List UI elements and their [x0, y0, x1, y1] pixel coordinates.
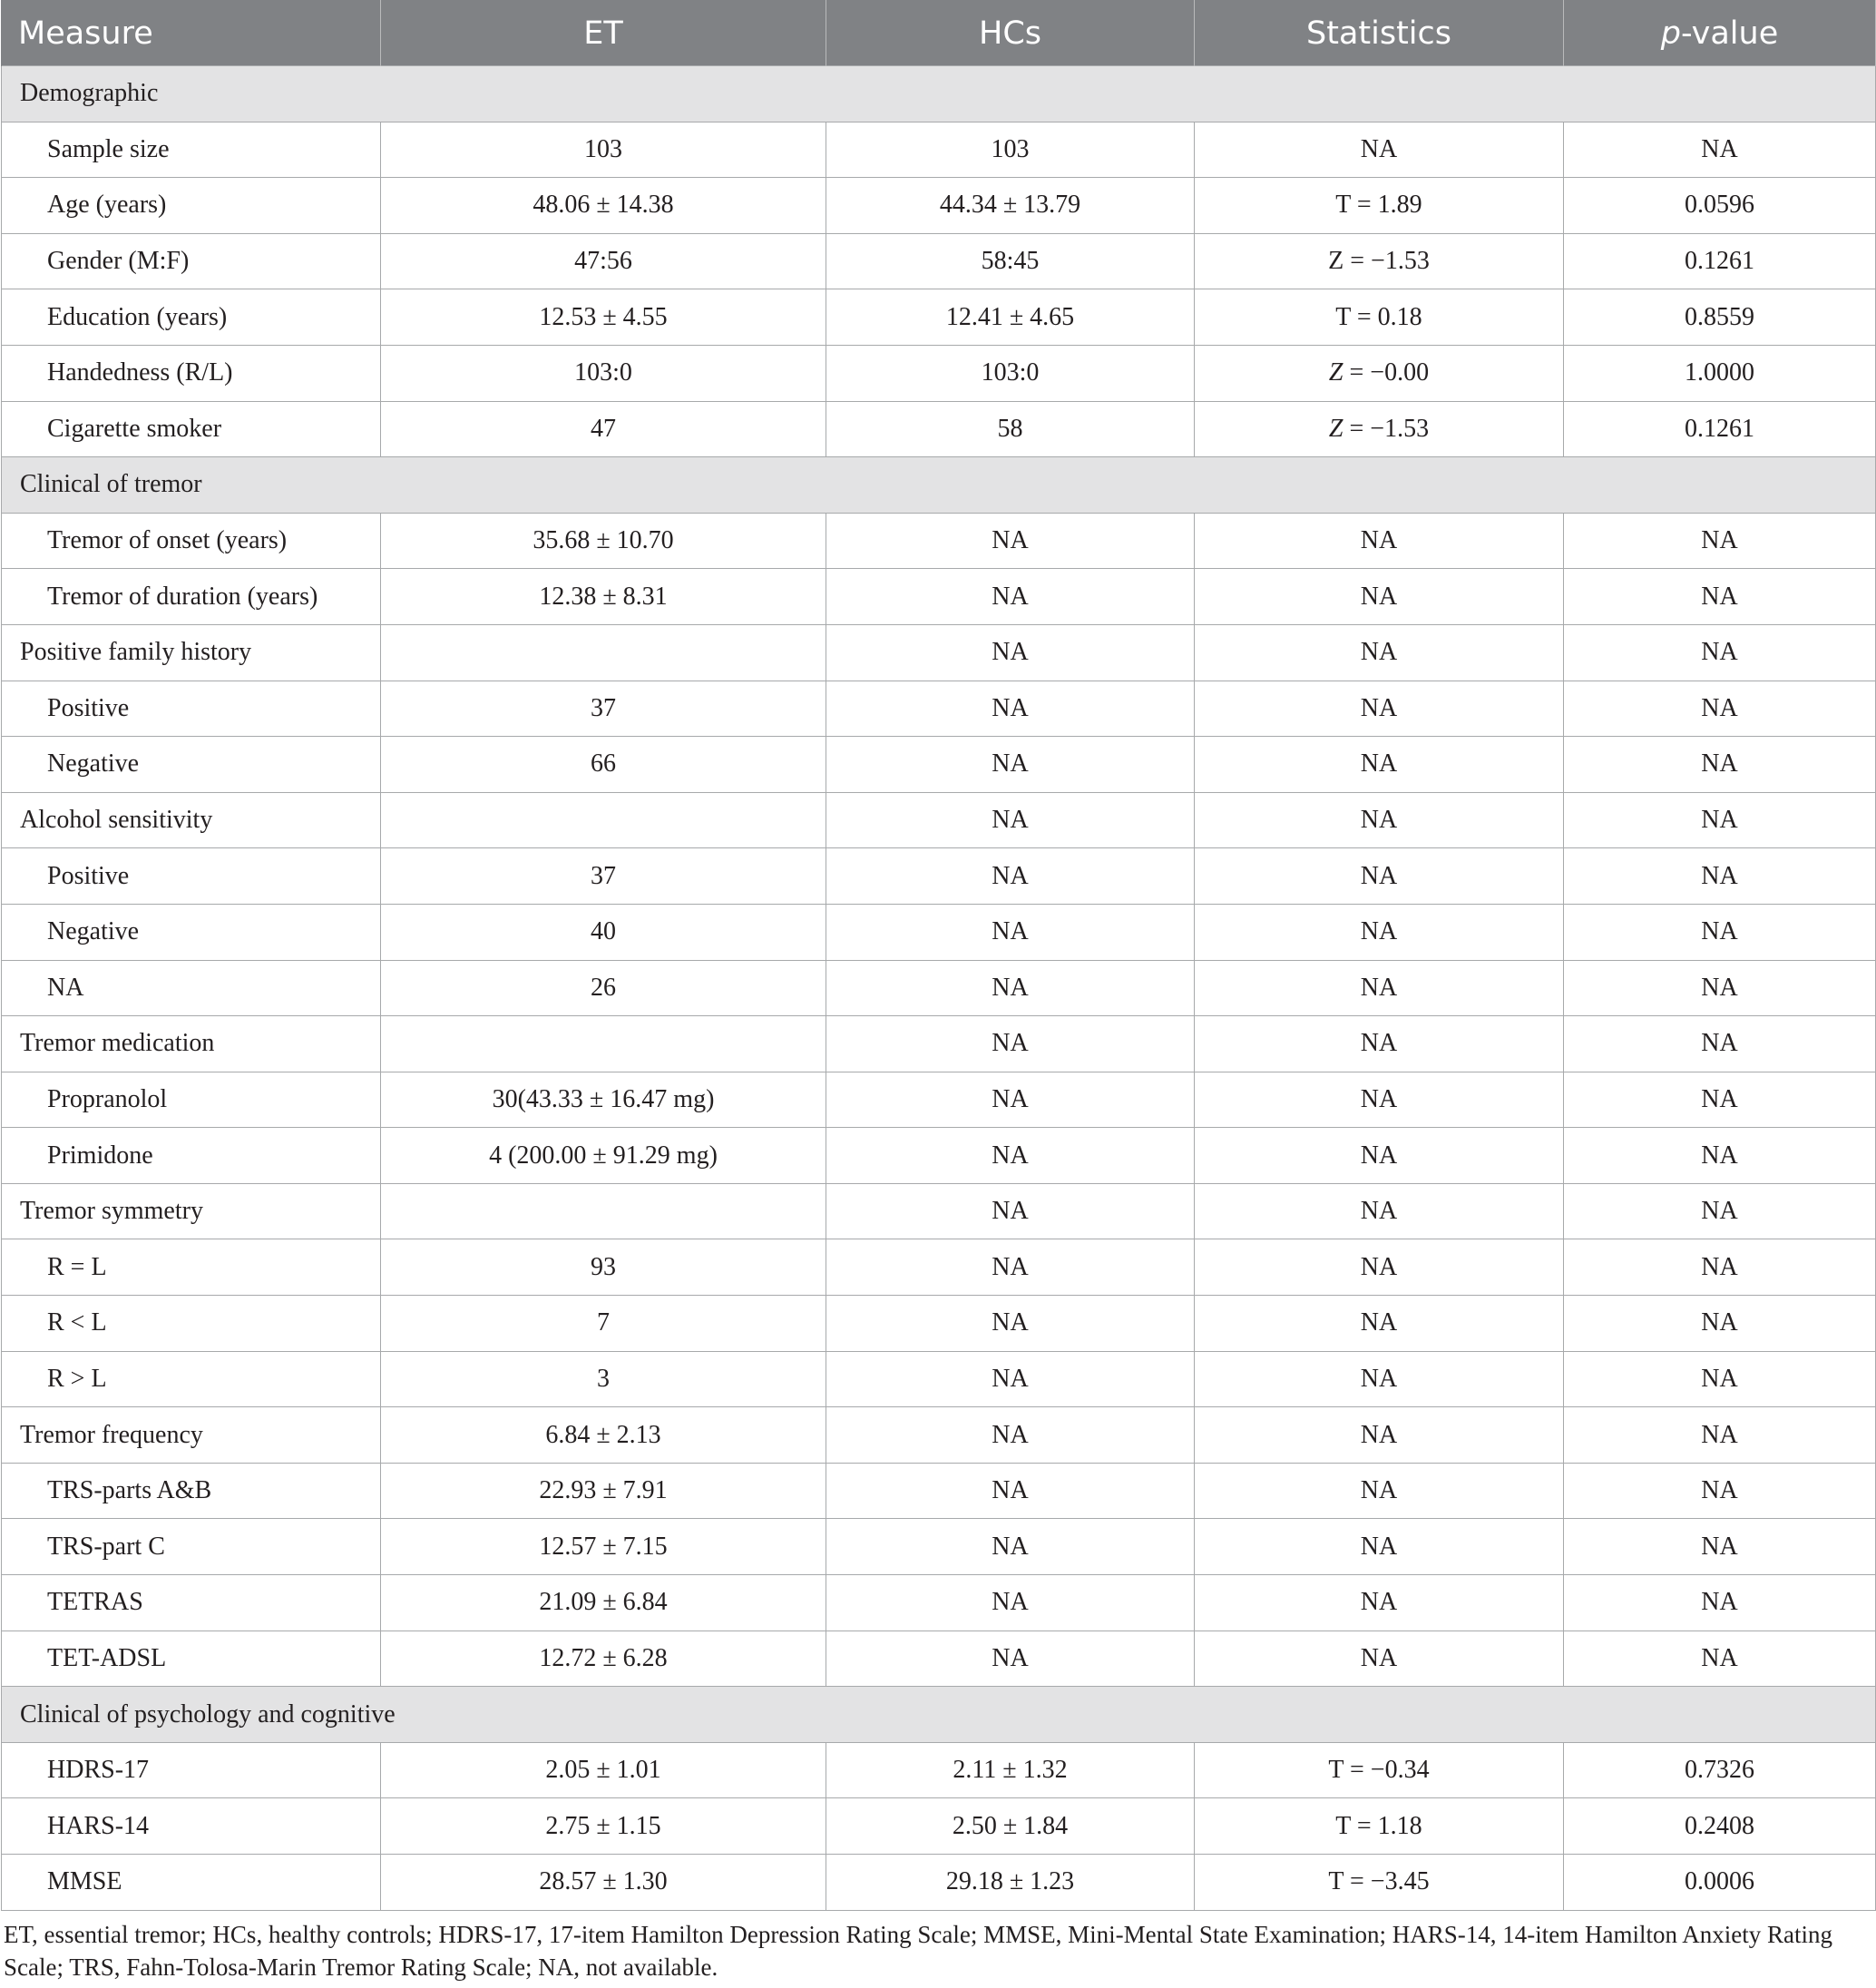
- statistics-cell: NA: [1195, 624, 1564, 681]
- hcs-cell: NA: [826, 1183, 1195, 1239]
- p-value-cell: NA: [1564, 904, 1876, 960]
- statistics-cell: T = −0.34: [1195, 1742, 1564, 1798]
- et-cell: 28.57 ± 1.30: [381, 1855, 826, 1911]
- statistics-cell: NA: [1195, 792, 1564, 848]
- table-row: [2, 1016, 1876, 1072]
- table-row: [2, 1351, 1876, 1407]
- p-value-cell: 0.8559: [1564, 289, 1876, 346]
- hcs-cell: NA: [826, 624, 1195, 681]
- et-cell: 26: [381, 960, 826, 1016]
- p-value-cell: NA: [1564, 1183, 1876, 1239]
- hcs-cell: NA: [826, 1239, 1195, 1296]
- measure-cell: Sample size: [2, 122, 381, 178]
- p-value-cell: NA: [1564, 569, 1876, 625]
- measure-cell: Negative: [2, 737, 381, 793]
- section-row: [2, 1687, 1876, 1743]
- et-cell: 3: [381, 1351, 826, 1407]
- p-value-cell: NA: [1564, 513, 1876, 569]
- table-row: [2, 178, 1876, 234]
- measure-cell: Tremor medication: [2, 1016, 381, 1072]
- statistics-cell: NA: [1195, 1072, 1564, 1128]
- measure-cell: Handedness (R/L): [2, 345, 381, 401]
- hcs-cell: 2.11 ± 1.32: [826, 1742, 1195, 1798]
- et-cell: 2.05 ± 1.01: [381, 1742, 826, 1798]
- p-value-cell: NA: [1564, 1519, 1876, 1575]
- table-row: [2, 681, 1876, 737]
- p-value-cell: NA: [1564, 1463, 1876, 1519]
- p-value-cell: NA: [1564, 1239, 1876, 1296]
- hcs-cell: NA: [826, 792, 1195, 848]
- stat-value: = −1.53: [1343, 414, 1430, 443]
- statistics-cell: NA: [1195, 1296, 1564, 1352]
- et-cell: [381, 1016, 826, 1072]
- et-cell: 6.84 ± 2.13: [381, 1407, 826, 1464]
- hcs-cell: NA: [826, 904, 1195, 960]
- p-value-cell: NA: [1564, 1072, 1876, 1128]
- p-value-cell: 0.0596: [1564, 178, 1876, 234]
- header-p-value: [1564, 1, 1876, 66]
- measure-cell: R < L: [2, 1296, 381, 1352]
- p-value-cell: 0.7326: [1564, 1742, 1876, 1798]
- statistics-cell: NA: [1195, 1407, 1564, 1464]
- measure-cell: Positive: [2, 681, 381, 737]
- measure-cell: Positive family history: [2, 624, 381, 681]
- measure-cell: Tremor symmetry: [2, 1183, 381, 1239]
- statistics-cell: NA: [1195, 960, 1564, 1016]
- data-table: [1, 0, 1876, 1911]
- statistics-cell: NA: [1195, 1575, 1564, 1631]
- measure-cell: HARS-14: [2, 1798, 381, 1855]
- table-row: [2, 1575, 1876, 1631]
- p-value-cell: NA: [1564, 681, 1876, 737]
- p-value-cell: NA: [1564, 1016, 1876, 1072]
- p-value-cell: 0.0006: [1564, 1855, 1876, 1911]
- table-row: [2, 1463, 1876, 1519]
- hcs-cell: NA: [826, 513, 1195, 569]
- statistics-cell: T = −3.45: [1195, 1855, 1564, 1911]
- statistics-cell: NA: [1195, 848, 1564, 905]
- hcs-cell: 58:45: [826, 233, 1195, 289]
- et-cell: 2.75 ± 1.15: [381, 1798, 826, 1855]
- et-cell: [381, 624, 826, 681]
- table-row: [2, 1183, 1876, 1239]
- et-cell: 12.72 ± 6.28: [381, 1631, 826, 1687]
- section-label: Demographic: [2, 66, 1876, 122]
- measure-cell: TRS-part C: [2, 1519, 381, 1575]
- header-row: [2, 1, 1876, 66]
- table-row: [2, 1519, 1876, 1575]
- hcs-cell: 2.50 ± 1.84: [826, 1798, 1195, 1855]
- statistics-cell: Z = −1.53: [1195, 233, 1564, 289]
- table-row: [2, 569, 1876, 625]
- measure-cell: MMSE: [2, 1855, 381, 1911]
- measure-cell: Positive: [2, 848, 381, 905]
- header-measure: Measure: [2, 1, 381, 66]
- hcs-cell: NA: [826, 1016, 1195, 1072]
- measure-cell: Tremor frequency: [2, 1407, 381, 1464]
- section-row: [2, 457, 1876, 514]
- header-p-rest: -value: [1680, 15, 1779, 52]
- p-value-cell: 0.2408: [1564, 1798, 1876, 1855]
- statistics-cell: NA: [1195, 1016, 1564, 1072]
- table-row: [2, 1631, 1876, 1687]
- header-hcs: HCs: [826, 1, 1195, 66]
- table-row: [2, 1855, 1876, 1911]
- statistics-cell: [1195, 345, 1564, 401]
- table-row: [2, 1239, 1876, 1296]
- measure-cell: NA: [2, 960, 381, 1016]
- table-row: [2, 960, 1876, 1016]
- p-value-cell: NA: [1564, 848, 1876, 905]
- et-cell: [381, 1183, 826, 1239]
- header-p-italic: p: [1660, 15, 1681, 52]
- table-row: [2, 513, 1876, 569]
- table-row: [2, 624, 1876, 681]
- et-cell: 47: [381, 401, 826, 457]
- table-row: [2, 1798, 1876, 1855]
- p-value-cell: NA: [1564, 1128, 1876, 1184]
- measure-cell: Negative: [2, 904, 381, 960]
- measure-cell: R = L: [2, 1239, 381, 1296]
- p-value-cell: NA: [1564, 792, 1876, 848]
- hcs-cell: NA: [826, 848, 1195, 905]
- et-cell: 40: [381, 904, 826, 960]
- et-cell: 30(43.33 ± 16.47 mg): [381, 1072, 826, 1128]
- table-row: [2, 289, 1876, 346]
- statistics-cell: NA: [1195, 737, 1564, 793]
- p-value-cell: NA: [1564, 1351, 1876, 1407]
- measure-cell: Propranolol: [2, 1072, 381, 1128]
- et-cell: 22.93 ± 7.91: [381, 1463, 826, 1519]
- p-value-cell: 1.0000: [1564, 345, 1876, 401]
- table-row: [2, 737, 1876, 793]
- table-body: [2, 66, 1876, 1911]
- et-cell: [381, 792, 826, 848]
- et-cell: 93: [381, 1239, 826, 1296]
- measure-cell: Primidone: [2, 1128, 381, 1184]
- statistics-cell: NA: [1195, 1128, 1564, 1184]
- stat-symbol: Z: [1328, 414, 1343, 443]
- section-row: [2, 66, 1876, 122]
- statistics-cell: T = 1.89: [1195, 178, 1564, 234]
- header-statistics: Statistics: [1195, 1, 1564, 66]
- measure-cell: Gender (M:F): [2, 233, 381, 289]
- p-value-cell: NA: [1564, 737, 1876, 793]
- table-footnote: ET, essential tremor; HCs, healthy controls; HDRS-17, 17-item Hamilton Depression Rating Scale; MMSE, Mini-Mental State Examination; HARS-14, 14-item Hamilton Anxiety Rating Scale; TRS, Fahn-Tolosa-Marin Tremor Rating Scale; NA, not available.: [4, 1921, 1832, 1981]
- table-row: [2, 345, 1876, 401]
- p-value-cell: NA: [1564, 1575, 1876, 1631]
- hcs-cell: NA: [826, 1296, 1195, 1352]
- et-cell: 12.38 ± 8.31: [381, 569, 826, 625]
- p-value-cell: NA: [1564, 1407, 1876, 1464]
- table-row: [2, 1072, 1876, 1128]
- hcs-cell: NA: [826, 960, 1195, 1016]
- hcs-cell: 29.18 ± 1.23: [826, 1855, 1195, 1911]
- hcs-cell: NA: [826, 681, 1195, 737]
- et-cell: 47:56: [381, 233, 826, 289]
- et-cell: 12.57 ± 7.15: [381, 1519, 826, 1575]
- hcs-cell: NA: [826, 1072, 1195, 1128]
- measure-cell: Tremor of onset (years): [2, 513, 381, 569]
- hcs-cell: 103:0: [826, 345, 1195, 401]
- statistics-cell: NA: [1195, 1519, 1564, 1575]
- hcs-cell: NA: [826, 1631, 1195, 1687]
- hcs-cell: NA: [826, 1575, 1195, 1631]
- measure-cell: Cigarette smoker: [2, 401, 381, 457]
- statistics-cell: T = 0.18: [1195, 289, 1564, 346]
- measure-cell: Education (years): [2, 289, 381, 346]
- et-cell: 12.53 ± 4.55: [381, 289, 826, 346]
- measure-cell: TRS-parts A&B: [2, 1463, 381, 1519]
- hcs-cell: NA: [826, 1128, 1195, 1184]
- statistics-cell: NA: [1195, 1631, 1564, 1687]
- hcs-cell: NA: [826, 1519, 1195, 1575]
- hcs-cell: NA: [826, 1407, 1195, 1464]
- table-row: [2, 1407, 1876, 1464]
- statistics-cell: [1195, 401, 1564, 457]
- table-row: [2, 792, 1876, 848]
- hcs-cell: NA: [826, 737, 1195, 793]
- hcs-cell: 12.41 ± 4.65: [826, 289, 1195, 346]
- table-header: [2, 1, 1876, 66]
- et-cell: 66: [381, 737, 826, 793]
- hcs-cell: NA: [826, 569, 1195, 625]
- table-row: [2, 1128, 1876, 1184]
- section-label: Clinical of tremor: [2, 457, 1876, 514]
- et-cell: 35.68 ± 10.70: [381, 513, 826, 569]
- hcs-cell: 58: [826, 401, 1195, 457]
- table-row: [2, 122, 1876, 178]
- hcs-cell: NA: [826, 1351, 1195, 1407]
- statistics-cell: NA: [1195, 513, 1564, 569]
- measure-cell: Age (years): [2, 178, 381, 234]
- table-row: [2, 1742, 1876, 1798]
- table-row: [2, 848, 1876, 905]
- header-et: ET: [381, 1, 826, 66]
- stat-value: = −0.00: [1343, 358, 1430, 387]
- stat-symbol: Z: [1328, 358, 1343, 387]
- et-cell: 48.06 ± 14.38: [381, 178, 826, 234]
- et-cell: 103:0: [381, 345, 826, 401]
- table-row: [2, 904, 1876, 960]
- measure-cell: HDRS-17: [2, 1742, 381, 1798]
- p-value-cell: 0.1261: [1564, 401, 1876, 457]
- section-label: Clinical of psychology and cognitive: [2, 1687, 1876, 1743]
- table-row: [2, 233, 1876, 289]
- table-row: [2, 1296, 1876, 1352]
- statistics-cell: NA: [1195, 1351, 1564, 1407]
- et-cell: 37: [381, 848, 826, 905]
- hcs-cell: 44.34 ± 13.79: [826, 178, 1195, 234]
- measure-cell: TET-ADSL: [2, 1631, 381, 1687]
- p-value-cell: NA: [1564, 624, 1876, 681]
- et-cell: 103: [381, 122, 826, 178]
- et-cell: 21.09 ± 6.84: [381, 1575, 826, 1631]
- p-value-cell: 0.1261: [1564, 233, 1876, 289]
- measure-cell: TETRAS: [2, 1575, 381, 1631]
- p-value-cell: NA: [1564, 1296, 1876, 1352]
- p-value-cell: NA: [1564, 122, 1876, 178]
- statistics-cell: NA: [1195, 1239, 1564, 1296]
- p-value-cell: NA: [1564, 960, 1876, 1016]
- statistics-cell: NA: [1195, 904, 1564, 960]
- et-cell: 4 (200.00 ± 91.29 mg): [381, 1128, 826, 1184]
- et-cell: 37: [381, 681, 826, 737]
- hcs-cell: 103: [826, 122, 1195, 178]
- statistics-cell: NA: [1195, 1183, 1564, 1239]
- table-row: [2, 401, 1876, 457]
- statistics-cell: T = 1.18: [1195, 1798, 1564, 1855]
- statistics-cell: NA: [1195, 1463, 1564, 1519]
- measure-cell: R > L: [2, 1351, 381, 1407]
- statistics-cell: NA: [1195, 569, 1564, 625]
- p-value-cell: NA: [1564, 1631, 1876, 1687]
- measure-cell: Tremor of duration (years): [2, 569, 381, 625]
- hcs-cell: NA: [826, 1463, 1195, 1519]
- measure-cell: Alcohol sensitivity: [2, 792, 381, 848]
- statistics-cell: NA: [1195, 122, 1564, 178]
- et-cell: 7: [381, 1296, 826, 1352]
- statistics-cell: NA: [1195, 681, 1564, 737]
